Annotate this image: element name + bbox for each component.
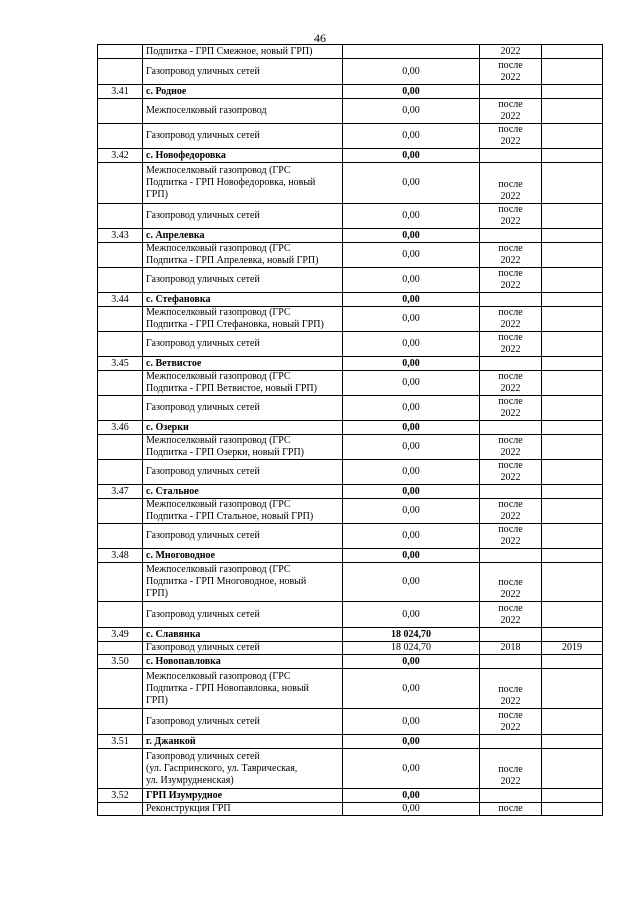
table-row (98, 749, 603, 789)
table-row-settlement (98, 655, 603, 669)
row-number: 3.41 (98, 85, 143, 99)
table-row-settlement (98, 357, 603, 371)
table-row (98, 59, 603, 85)
row-value: 0,00 (343, 669, 480, 709)
row-description: Межпоселковый газопровод (143, 99, 343, 124)
row-end-year (542, 163, 603, 204)
row-start-year: после 2022 (480, 307, 542, 332)
gas-pipeline-table (97, 44, 603, 816)
row-number: 3.49 (98, 628, 143, 642)
table-row-settlement (98, 789, 603, 803)
row-end-year (542, 243, 603, 268)
row-value: 0,00 (343, 332, 480, 357)
row-start-year (480, 789, 542, 803)
row-start-year (480, 735, 542, 749)
row-number (98, 204, 143, 229)
row-description: Межпоселковый газопровод (ГРС Подпитка - ГРП Стальное, новый ГРП) (143, 499, 343, 524)
row-start-year (480, 421, 542, 435)
row-number: 3.47 (98, 485, 143, 499)
row-end-year (542, 803, 603, 816)
row-end-year: 2019 (542, 642, 603, 655)
row-description: Газопровод уличных сетей (143, 460, 343, 485)
row-description: с. Новопавловка (143, 655, 343, 669)
table-row (98, 396, 603, 421)
table-row-settlement (98, 85, 603, 99)
table-row (98, 307, 603, 332)
row-end-year (542, 789, 603, 803)
row-value: 0,00 (343, 435, 480, 460)
row-description: Газопровод уличных сетей (143, 268, 343, 293)
row-start-year: после 2022 (480, 709, 542, 735)
row-value: 0,00 (343, 268, 480, 293)
row-start-year (480, 149, 542, 163)
row-end-year (542, 460, 603, 485)
row-start-year (480, 485, 542, 499)
table-row (98, 602, 603, 628)
table-row (98, 563, 603, 602)
row-value: 0,00 (343, 85, 480, 99)
table-row (98, 669, 603, 709)
row-number (98, 524, 143, 549)
row-end-year (542, 435, 603, 460)
row-end-year (542, 293, 603, 307)
row-value: 0,00 (343, 357, 480, 371)
table-row (98, 803, 603, 816)
row-number: 3.46 (98, 421, 143, 435)
row-value: 0,00 (343, 485, 480, 499)
row-value: 0,00 (343, 124, 480, 149)
row-description: Межпоселковый газопровод (ГРС Подпитка - ГРП Многоводное, новый ГРП) (143, 563, 343, 602)
table-row-settlement (98, 549, 603, 563)
row-end-year (542, 45, 603, 59)
row-number (98, 163, 143, 204)
table-row (98, 268, 603, 293)
row-description: с. Ветвистое (143, 357, 343, 371)
table-body (98, 45, 603, 816)
table-row (98, 709, 603, 735)
row-end-year (542, 749, 603, 789)
row-start-year: после 2022 (480, 371, 542, 396)
row-end-year (542, 124, 603, 149)
row-start-year: после 2022 (480, 669, 542, 709)
row-value: 0,00 (343, 655, 480, 669)
row-number: 3.45 (98, 357, 143, 371)
table-row (98, 371, 603, 396)
row-start-year (480, 655, 542, 669)
row-number (98, 99, 143, 124)
row-description: с. Стефановка (143, 293, 343, 307)
row-description: Газопровод уличных сетей (143, 524, 343, 549)
row-end-year (542, 371, 603, 396)
row-value: 0,00 (343, 293, 480, 307)
table-row (98, 99, 603, 124)
row-start-year (480, 229, 542, 243)
table-row (98, 124, 603, 149)
row-start-year: 2022 (480, 45, 542, 59)
row-start-year: после 2022 (480, 602, 542, 628)
row-number (98, 332, 143, 357)
table-row (98, 524, 603, 549)
row-description: Газопровод уличных сетей (143, 642, 343, 655)
row-number: 3.50 (98, 655, 143, 669)
row-value: 18 024,70 (343, 642, 480, 655)
row-description: Подпитка - ГРП Смежное, новый ГРП) (143, 45, 343, 59)
row-number (98, 396, 143, 421)
row-number (98, 803, 143, 816)
row-description: Газопровод уличных сетей (143, 602, 343, 628)
table-row (98, 243, 603, 268)
row-description: Газопровод уличных сетей (143, 332, 343, 357)
table-row (98, 332, 603, 357)
row-description: Газопровод уличных сетей (143, 204, 343, 229)
row-number (98, 642, 143, 655)
row-value: 0,00 (343, 735, 480, 749)
row-start-year: после 2022 (480, 749, 542, 789)
row-value: 0,00 (343, 421, 480, 435)
row-value: 0,00 (343, 549, 480, 563)
row-value: 18 024,70 (343, 628, 480, 642)
row-description: Реконструкция ГРП (143, 803, 343, 816)
row-number (98, 499, 143, 524)
row-end-year (542, 563, 603, 602)
row-end-year (542, 735, 603, 749)
row-number (98, 749, 143, 789)
row-number (98, 268, 143, 293)
row-value: 0,00 (343, 803, 480, 816)
row-start-year (480, 85, 542, 99)
row-number: 3.42 (98, 149, 143, 163)
row-description: с. Стальное (143, 485, 343, 499)
row-end-year (542, 669, 603, 709)
row-number (98, 709, 143, 735)
row-description: Межпоселковый газопровод (ГРС Подпитка - ГРП Новофедоровка, новый ГРП) (143, 163, 343, 204)
row-description: г. Джанкой (143, 735, 343, 749)
row-description: Газопровод уличных сетей (143, 396, 343, 421)
row-description: Газопровод уличных сетей (143, 709, 343, 735)
row-description: Газопровод уличных сетей (ул. Гаспринского, ул. Таврическая, ул. Изумрудненская) (143, 749, 343, 789)
table-row (98, 163, 603, 204)
table-row-settlement (98, 628, 603, 642)
row-end-year (542, 332, 603, 357)
row-start-year: после 2022 (480, 396, 542, 421)
row-end-year (542, 628, 603, 642)
table-row (98, 435, 603, 460)
row-end-year (542, 85, 603, 99)
row-value: 0,00 (343, 396, 480, 421)
table-row (98, 45, 603, 59)
row-end-year (542, 499, 603, 524)
row-description: ГРП Изумрудное (143, 789, 343, 803)
row-number: 3.48 (98, 549, 143, 563)
row-start-year (480, 357, 542, 371)
row-number: 3.52 (98, 789, 143, 803)
row-description: Межпоселковый газопровод (ГРС Подпитка - ГРП Апрелевка, новый ГРП) (143, 243, 343, 268)
table-row-settlement (98, 293, 603, 307)
table-row-settlement (98, 735, 603, 749)
row-start-year: после 2022 (480, 460, 542, 485)
row-end-year (542, 357, 603, 371)
row-description: Межпоселковый газопровод (ГРС Подпитка - ГРП Новопавловка, новый ГРП) (143, 669, 343, 709)
row-description: с. Озерки (143, 421, 343, 435)
row-start-year: после 2022 (480, 332, 542, 357)
row-number: 3.51 (98, 735, 143, 749)
row-value: 0,00 (343, 243, 480, 268)
row-end-year (542, 602, 603, 628)
row-start-year: после 2022 (480, 204, 542, 229)
row-description: с. Апрелевка (143, 229, 343, 243)
row-end-year (542, 524, 603, 549)
table-row (98, 642, 603, 655)
row-value: 0,00 (343, 460, 480, 485)
row-number (98, 563, 143, 602)
row-start-year: 2018 (480, 642, 542, 655)
row-start-year (480, 628, 542, 642)
row-description: Межпоселковый газопровод (ГРС Подпитка - ГРП Озерки, новый ГРП) (143, 435, 343, 460)
row-number: 3.43 (98, 229, 143, 243)
row-value: 0,00 (343, 563, 480, 602)
row-description: Газопровод уличных сетей (143, 124, 343, 149)
table-row (98, 460, 603, 485)
row-value: 0,00 (343, 307, 480, 332)
row-end-year (542, 709, 603, 735)
row-value: 0,00 (343, 749, 480, 789)
row-end-year (542, 268, 603, 293)
row-end-year (542, 655, 603, 669)
row-description: с. Многоводное (143, 549, 343, 563)
row-value (343, 45, 480, 59)
row-end-year (542, 421, 603, 435)
row-start-year: после 2022 (480, 59, 542, 85)
row-end-year (542, 149, 603, 163)
table-row-settlement (98, 229, 603, 243)
row-start-year: после 2022 (480, 563, 542, 602)
page-number: 46 (314, 31, 326, 45)
row-number (98, 460, 143, 485)
row-number: 3.44 (98, 293, 143, 307)
row-start-year: после 2022 (480, 243, 542, 268)
row-value: 0,00 (343, 499, 480, 524)
row-number (98, 59, 143, 85)
row-value: 0,00 (343, 99, 480, 124)
row-value: 0,00 (343, 204, 480, 229)
row-start-year (480, 293, 542, 307)
row-number (98, 669, 143, 709)
row-start-year (480, 549, 542, 563)
row-end-year (542, 59, 603, 85)
row-start-year: после 2022 (480, 268, 542, 293)
row-end-year (542, 485, 603, 499)
table-row (98, 499, 603, 524)
row-start-year: после (480, 803, 542, 816)
row-end-year (542, 99, 603, 124)
row-value: 0,00 (343, 163, 480, 204)
row-number (98, 124, 143, 149)
row-description: Межпоселковый газопровод (ГРС Подпитка - ГРП Стефановка, новый ГРП) (143, 307, 343, 332)
row-value: 0,00 (343, 371, 480, 396)
row-value: 0,00 (343, 709, 480, 735)
row-number (98, 602, 143, 628)
row-value: 0,00 (343, 524, 480, 549)
row-end-year (542, 396, 603, 421)
row-number (98, 435, 143, 460)
row-start-year: после 2022 (480, 163, 542, 204)
row-description: Газопровод уличных сетей (143, 59, 343, 85)
row-description: Межпоселковый газопровод (ГРС Подпитка - ГРП Ветвистое, новый ГРП) (143, 371, 343, 396)
row-end-year (542, 204, 603, 229)
row-start-year: после 2022 (480, 499, 542, 524)
row-start-year: после 2022 (480, 524, 542, 549)
table-row-settlement (98, 149, 603, 163)
row-description: с. Славянка (143, 628, 343, 642)
table-row (98, 204, 603, 229)
row-value: 0,00 (343, 229, 480, 243)
row-value: 0,00 (343, 59, 480, 85)
row-number (98, 243, 143, 268)
row-end-year (542, 549, 603, 563)
row-end-year (542, 307, 603, 332)
row-value: 0,00 (343, 149, 480, 163)
row-number (98, 45, 143, 59)
row-description: с. Новофедоровка (143, 149, 343, 163)
row-start-year: после 2022 (480, 124, 542, 149)
row-value: 0,00 (343, 789, 480, 803)
row-number (98, 307, 143, 332)
row-value: 0,00 (343, 602, 480, 628)
row-start-year: после 2022 (480, 99, 542, 124)
row-description: с. Родное (143, 85, 343, 99)
table-row-settlement (98, 485, 603, 499)
row-end-year (542, 229, 603, 243)
table-row-settlement (98, 421, 603, 435)
row-number (98, 371, 143, 396)
row-start-year: после 2022 (480, 435, 542, 460)
